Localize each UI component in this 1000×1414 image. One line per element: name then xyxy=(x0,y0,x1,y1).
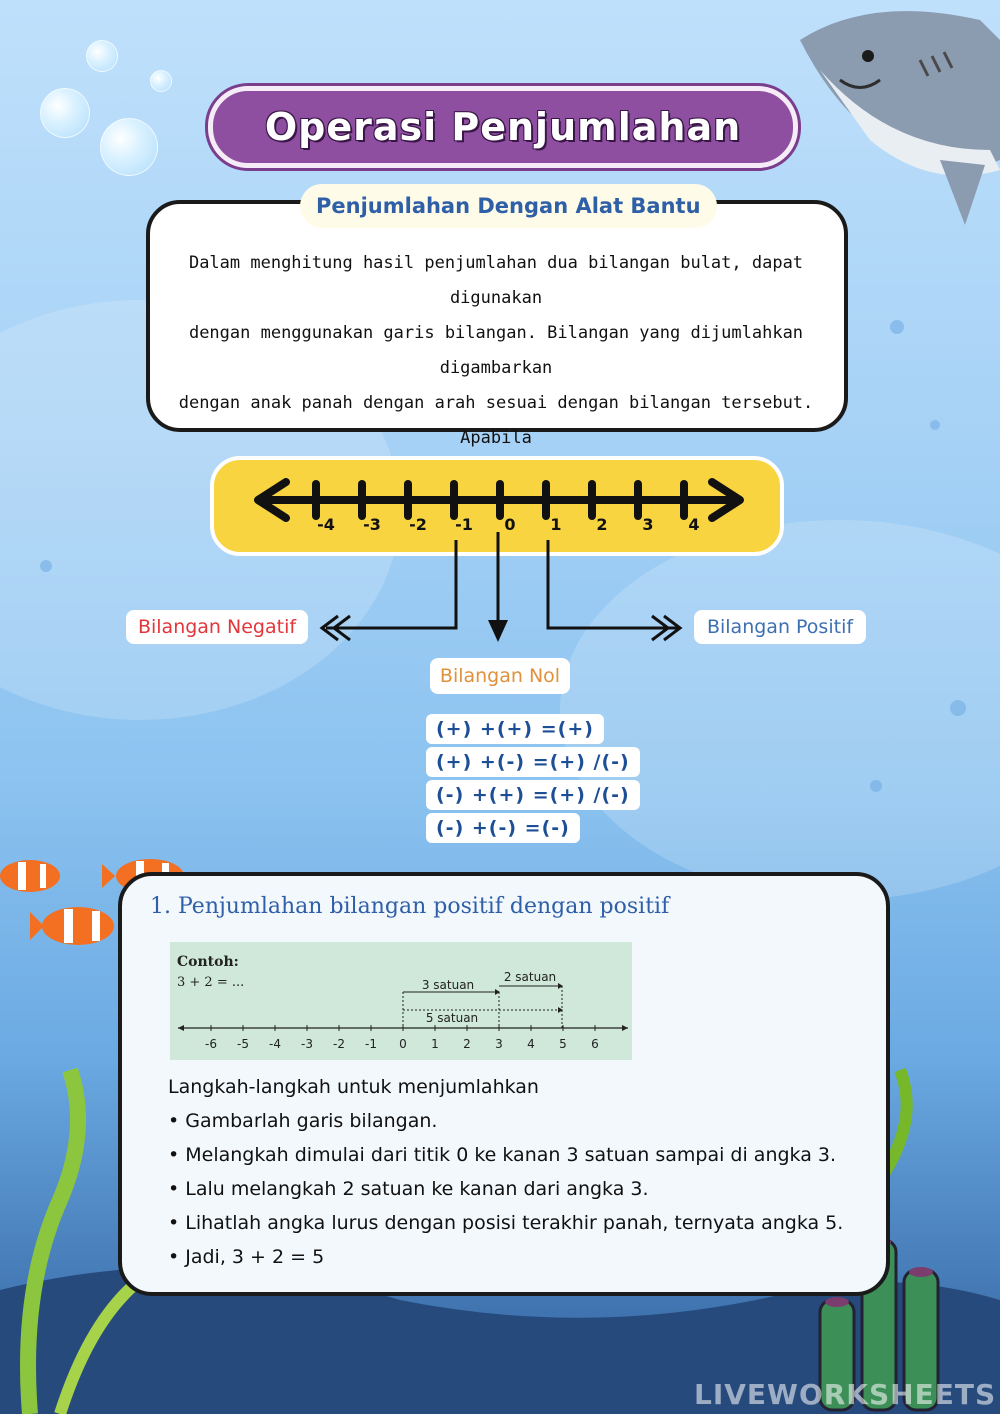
figure-contoh: Contoh: xyxy=(177,954,239,970)
number-line-tick-label: -1 xyxy=(455,515,473,534)
figure-tick-label: 4 xyxy=(527,1037,535,1051)
number-line-tick-label: -2 xyxy=(409,515,427,534)
sign-rule: (+) +(-) =(+) /(-) xyxy=(426,747,640,777)
number-line-tick-label: 1 xyxy=(550,515,562,534)
info-line: dengan anak panah dengan arah sesuai dengan bilangan tersebut. Apabila xyxy=(178,393,814,448)
step-item: • Lalu melangkah 2 satuan ke kanan dari angka 3. xyxy=(168,1178,649,1200)
number-line-tick-label: -4 xyxy=(317,515,335,534)
zero-arrowhead xyxy=(488,620,508,642)
figure-tick-label: 5 xyxy=(559,1037,567,1051)
sign-rule: (-) +(+) =(+) /(-) xyxy=(426,780,640,810)
figure-tick-label: -5 xyxy=(237,1037,249,1051)
info-box-label: Penjumlahan Dengan Alat Bantu xyxy=(300,184,717,228)
negative-label: Bilangan Negatif xyxy=(126,610,308,644)
example-figure xyxy=(170,942,632,1060)
example-heading: 1. Penjumlahan bilangan positif dengan positif xyxy=(150,894,670,919)
figure-tick-label: -2 xyxy=(333,1037,345,1051)
total-label: 5 satuan xyxy=(425,1011,479,1025)
steps-list xyxy=(168,1070,843,1274)
step-item: • Jadi, 3 + 2 = 5 xyxy=(168,1246,325,1268)
bubble-dot xyxy=(950,700,966,716)
positive-connector xyxy=(548,540,680,628)
figure-tick-label: 3 xyxy=(495,1037,503,1051)
figure-tick-label: -1 xyxy=(365,1037,377,1051)
step-item: • Lihatlah angka lurus dengan posisi terakhir panah, ternyata angka 5. xyxy=(168,1212,844,1234)
figure-tick-label: 0 xyxy=(399,1037,407,1051)
figure-tick-label: -4 xyxy=(269,1037,281,1051)
sign-rule: (+) +(+) =(+) xyxy=(426,714,604,744)
figure-tick-label: 1 xyxy=(431,1037,439,1051)
number-line-tick-label: 0 xyxy=(504,515,516,534)
number-line-diagram xyxy=(0,0,1000,700)
positive-label: Bilangan Positif xyxy=(694,610,866,644)
seg1-label: 3 satuan xyxy=(421,978,475,992)
number-line-tick-label: 3 xyxy=(642,515,654,534)
page-title-text: Operasi Penjumlahan xyxy=(264,105,742,149)
info-line: dengan menggunakan garis bilangan. Bilangan yang dijumlahkan digambarkan xyxy=(188,323,804,378)
figure-tick-label: -3 xyxy=(301,1037,313,1051)
seg2-label: 2 satuan xyxy=(503,970,557,984)
figure-tick-label: -6 xyxy=(205,1037,217,1051)
watermark: LIVEWORKSHEETS xyxy=(694,1378,997,1411)
number-line-tick-label: -3 xyxy=(363,515,381,534)
negative-connector xyxy=(326,540,456,628)
step-item: • Gambarlah garis bilangan. xyxy=(168,1110,438,1132)
zero-label: Bilangan Nol xyxy=(430,658,570,694)
figure-equation: 3 + 2 = ... xyxy=(177,975,245,990)
step-item: • Melangkah dimulai dari titik 0 ke kanan 3 satuan sampai di angka 3. xyxy=(168,1144,837,1166)
figure-tick-label: 2 xyxy=(463,1037,471,1051)
sign-rule: (-) +(-) =(-) xyxy=(426,813,580,843)
number-line-tick-label: 2 xyxy=(596,515,608,534)
info-line: Dalam menghitung hasil penjumlahan dua bilangan bulat, dapat digunakan xyxy=(188,253,804,308)
number-line-tick-label: 4 xyxy=(688,515,700,534)
figure-tick-label: 6 xyxy=(591,1037,599,1051)
bubble-dot xyxy=(870,780,882,792)
steps-title: Langkah-langkah untuk menjumlahkan xyxy=(168,1076,539,1098)
example-number-line xyxy=(170,942,632,1060)
